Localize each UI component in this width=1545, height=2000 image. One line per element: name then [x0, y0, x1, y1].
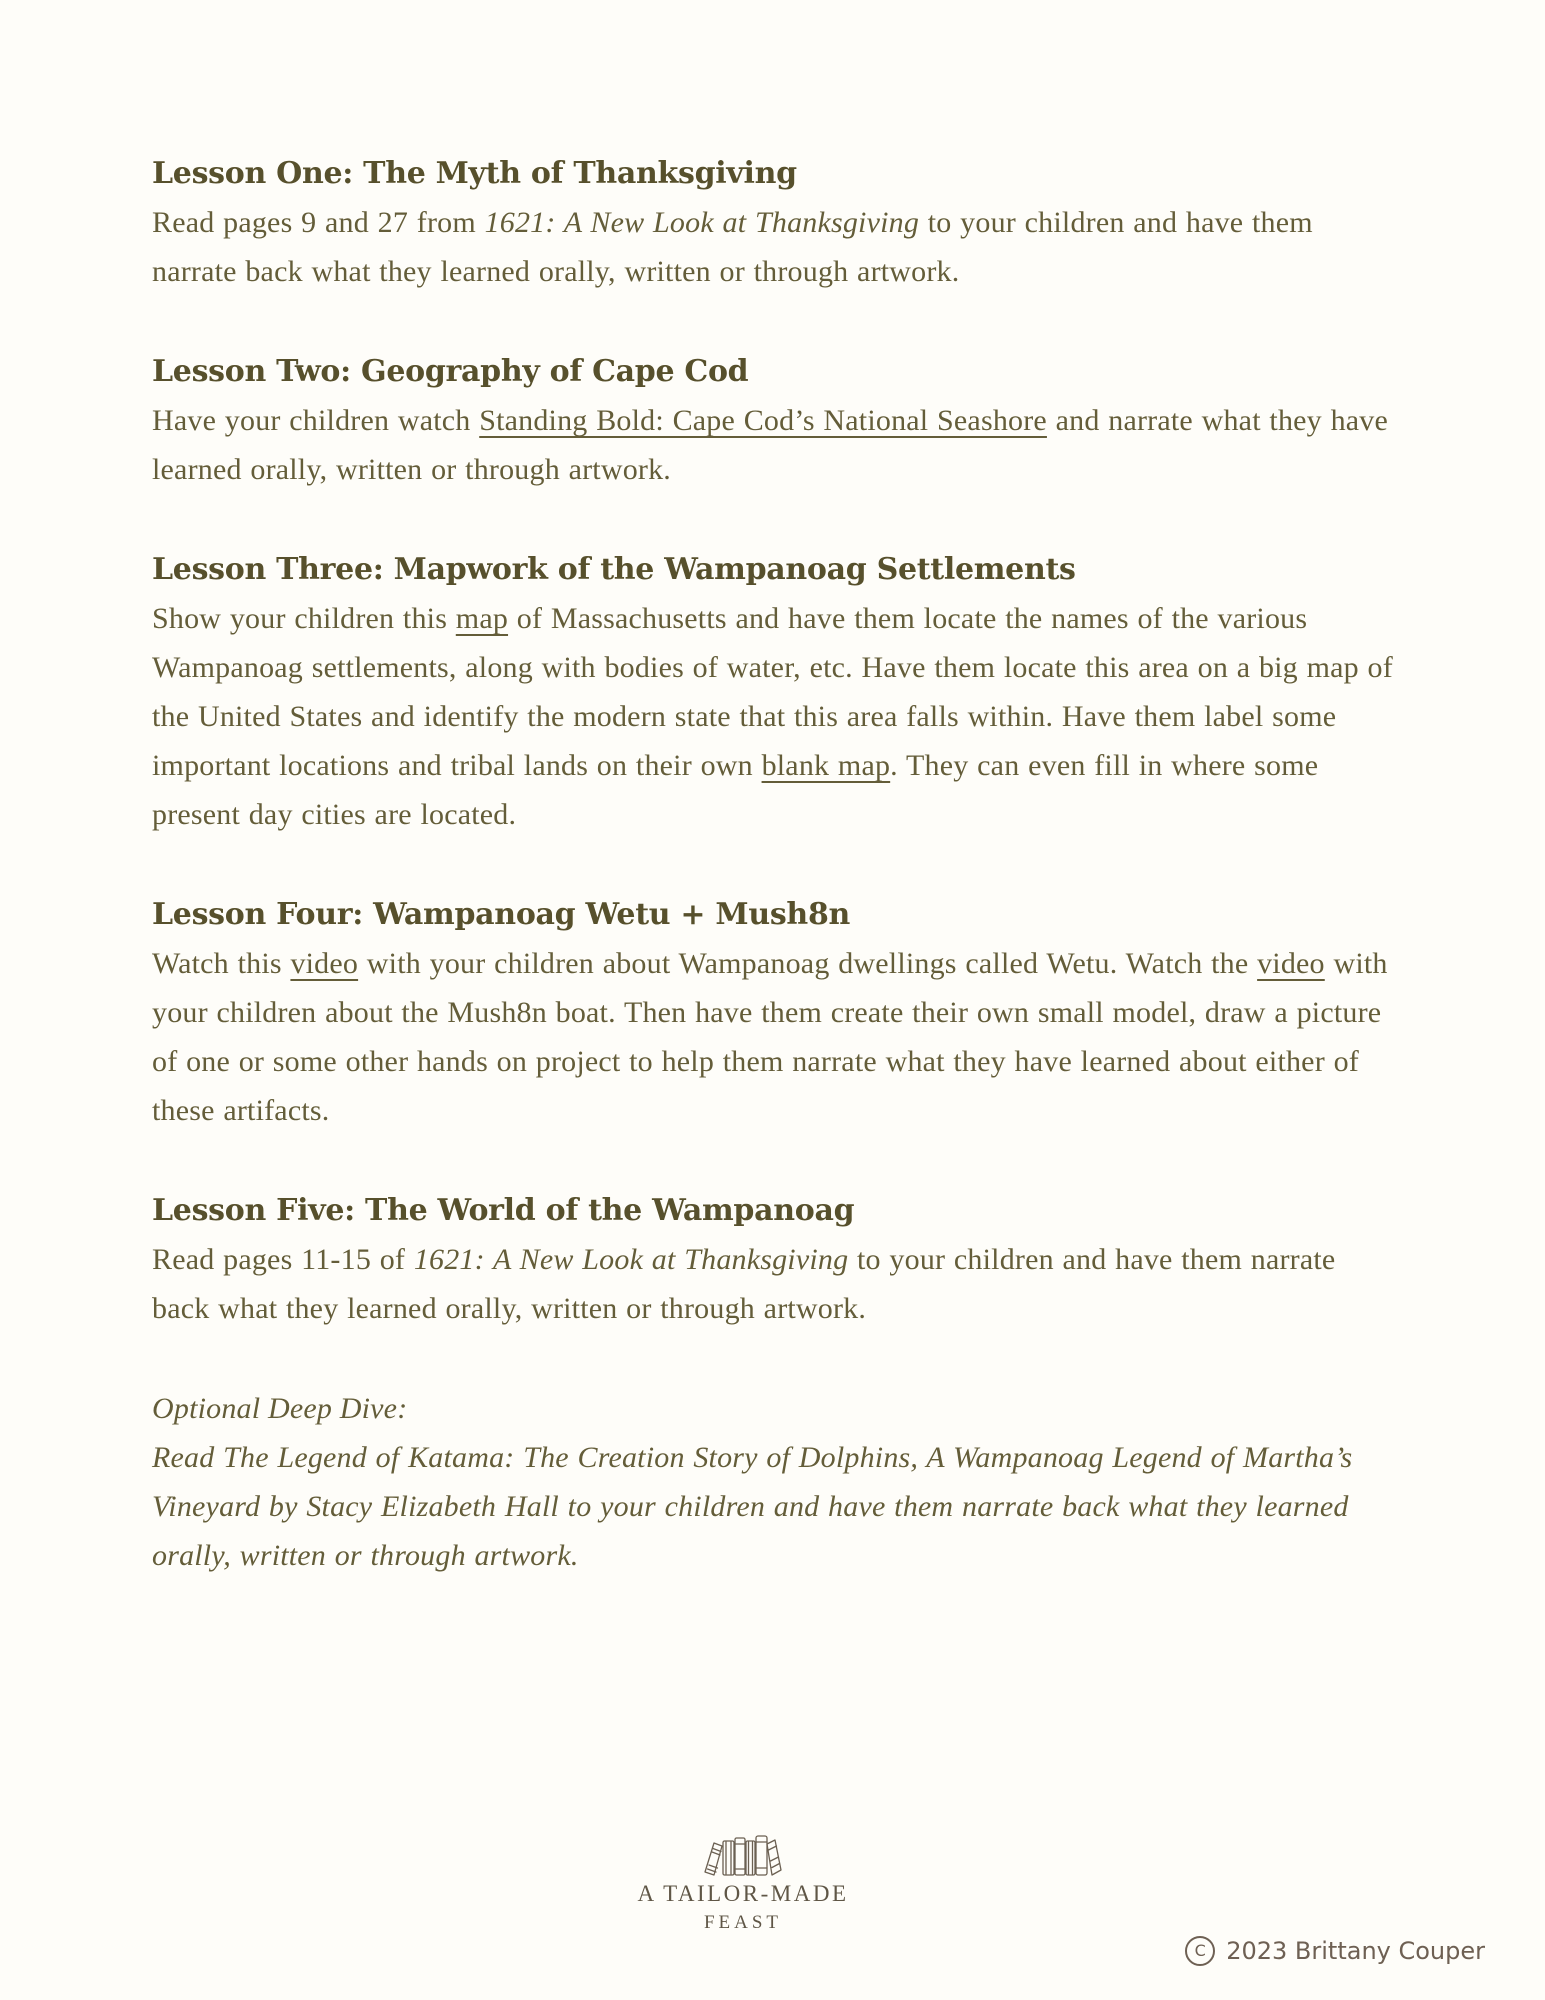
brand-logo [633, 1830, 853, 1934]
books-icon [701, 1830, 785, 1878]
copyright [1185, 1936, 1485, 1966]
copyright-icon: C [1185, 1936, 1215, 1966]
lesson-four-paragraph [152, 939, 1395, 1135]
text-segment: to your children and have them narrate back what they learned orally, written or through artwork. [152, 1243, 1336, 1325]
lesson-five-heading: Lesson Five: The World of the Wampanoag [152, 1193, 855, 1228]
lesson-three-section [152, 545, 1395, 839]
text-segment: Have your children watch [152, 404, 480, 437]
text-segment: with your children about the Mush8n boat. Then have them create their own small model, draw a picture of one or some other hands on project to help them narrate what they have learned about either of these artifacts. [152, 947, 1388, 1127]
blank-map-link[interactable]: blank map [761, 749, 891, 782]
lesson-three-heading: Lesson Three: Mapwork of the Wampanoag Settlements [152, 552, 1076, 587]
lesson-two-paragraph [152, 396, 1395, 494]
lesson-five-section [152, 1186, 1395, 1333]
wetu-video-link[interactable]: video [290, 947, 359, 980]
lesson-four-section [152, 890, 1395, 1135]
copyright-text: 2023 Brittany Couper [1226, 1937, 1485, 1965]
map-link[interactable]: map [455, 602, 509, 635]
lesson-one-section [152, 149, 1395, 296]
lesson-two-section [152, 347, 1395, 494]
text-segment: Read pages 9 and 27 from [152, 206, 485, 239]
standing-bold-link[interactable]: Standing Bold: Cape Cod’s National Seashore [479, 404, 1047, 437]
text-segment: to your children and have them narrate back what they learned orally, written or through artwork. [152, 206, 1313, 288]
lesson-one-paragraph [152, 198, 1395, 296]
text-segment: with your children about Wampanoag dwellings called Wetu. Watch the [358, 947, 1258, 980]
logo-title: A TAILOR-MADE [637, 1881, 849, 1906]
book-title-text: 1621: A New Look at Thanksgiving [484, 206, 920, 239]
text-segment: Read pages 11-15 of [152, 1243, 414, 1276]
text-segment: Read The Legend of Katama: The Creation Story of Dolphins, A Wampanoag Legend of Martha’s Vineyard by Stacy Elizabeth Hall to your children and have them narrate back what they learned orally, written or through artwork. [152, 1441, 1353, 1572]
text-segment: Watch this [152, 947, 291, 980]
lesson-four-heading: Lesson Four: Wampanoag Wetu + Mush8n [152, 897, 851, 932]
text-segment: Show your children this [152, 602, 456, 635]
text-segment: of Massachusetts and have them locate the names of the various Wampanoag settlements, along with bodies of water, etc. Have them locate this area on a big map of the United States and identify the modern state that this area falls within. Have them label some important locations and tribal lands on their own [152, 602, 1393, 782]
mush8n-video-link[interactable]: video [1257, 947, 1325, 980]
lesson-one-heading: Lesson One: The Myth of Thanksgiving [152, 156, 797, 191]
lesson-five-paragraph [152, 1235, 1395, 1333]
lesson-three-paragraph [152, 594, 1395, 839]
optional-deep-dive-heading: Optional Deep Dive: [152, 1392, 408, 1425]
text-segment: . They can even fill in where some present day cities are located. [152, 749, 1319, 831]
optional-deep-dive-paragraph [152, 1433, 1395, 1580]
book-title-text: 1621: A New Look at Thanksgiving [413, 1243, 849, 1276]
text-segment: and narrate what they have learned orally, written or through artwork. [152, 404, 1389, 486]
optional-deep-dive-section [152, 1384, 1395, 1580]
lesson-two-heading: Lesson Two: Geography of Cape Cod [152, 354, 749, 389]
lesson-plan-content [152, 149, 1395, 1631]
logo-subtitle: FEAST [703, 1912, 783, 1933]
